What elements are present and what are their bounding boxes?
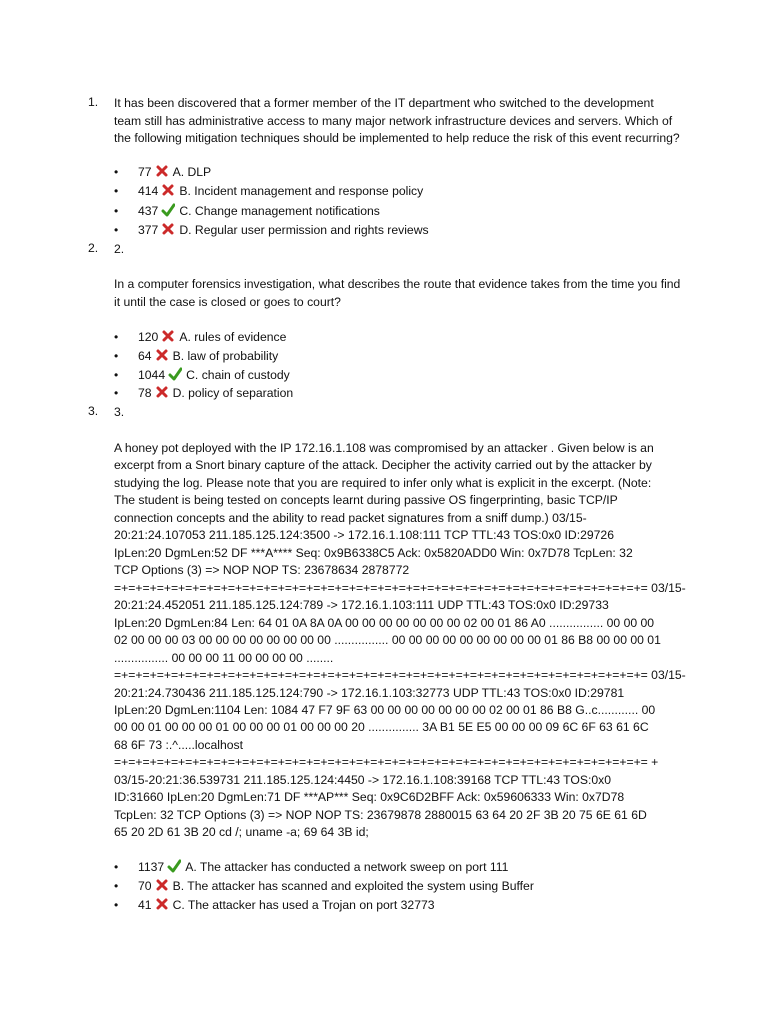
cross-icon (155, 164, 169, 178)
text-line: =+=+=+=+=+=+=+=+=+=+=+=+=+=+=+=+=+=+=+=+=+=+=+=+=+=+=+=+=+=+=+=+=+=+=+=+=+= 03/15- (114, 668, 686, 682)
answer-text: D. Regular user permission and rights reviews (179, 223, 429, 237)
answer-text: A. DLP (172, 165, 212, 179)
text-line: IpLen:20 DgmLen:1104 Len: 1084 47 F7 9F 63 00 00 00 00 00 00 00 02 00 01 86 B8 G..c............ 00 (114, 703, 656, 717)
answer-text: B. The attacker has scanned and exploited the system using Buffer (172, 879, 534, 893)
text-line: studying the log. Please note that you are required to infer only what is explicit in the excerpt. (Note: (114, 476, 652, 490)
cross-icon (155, 878, 169, 892)
check-icon (161, 203, 175, 217)
check-icon (167, 859, 181, 873)
text-line: =+=+=+=+=+=+=+=+=+=+=+=+=+=+=+=+=+=+=+=+=+=+=+=+=+=+=+=+=+=+=+=+=+=+=+=+=+= 03/15- (114, 581, 686, 595)
vote-count: 41 (138, 898, 152, 912)
answer-text: C. chain of custody (186, 368, 290, 382)
text-line: IpLen:20 DgmLen:52 DF ***A**** Seq: 0x9B6338C5 Ack: 0x5820ADD0 Win: 0x7D78 TcpLen: 32 (114, 546, 633, 560)
text-line: 20:21:24.730436 211.185.125.124:790 -> 172.16.1.103:32773 UDP TTL:43 TOS:0x0 ID:29781 (114, 686, 625, 700)
answer-option (114, 877, 534, 895)
vote-count: 437 (138, 204, 159, 218)
text-line: 20:21:24.107053 211.185.125.124:3500 -> 172.16.1.108:111 TCP TTL:43 TOS:0x0 ID:29726 (114, 528, 614, 542)
text-line: The student is being tested on concepts learnt during passive OS fingerprinting, basic TCP/IP (114, 493, 618, 507)
answer-text: A. The attacker has conducted a network sweep on port 111 (185, 860, 509, 874)
vote-count: 78 (138, 386, 152, 400)
answer-option (114, 858, 508, 876)
text-line: =+=+=+=+=+=+=+=+=+=+=+=+=+=+=+=+=+=+=+=+=+=+=+=+=+=+=+=+=+=+=+=+=+=+=+=+=+= + (114, 755, 659, 769)
bullet: • (114, 223, 119, 237)
cross-icon (161, 329, 175, 343)
answer-option (114, 202, 380, 220)
answer-text: B. Incident management and response policy (179, 184, 424, 198)
answer-option (114, 347, 278, 365)
text-line: 02 00 00 00 03 00 00 00 00 00 00 00 00 ................ 00 00 00 00 00 00 00 00 00 01 86 B8 00 00 00 01 (114, 633, 661, 647)
text-line: A honey pot deployed with the IP 172.16.1.108 was compromised by an attacker . Given below is an (114, 441, 654, 455)
vote-count: 70 (138, 879, 152, 893)
text-line: ID:31660 IpLen:20 DgmLen:71 DF ***AP*** Seq: 0x9C6D2BFF Ack: 0x59606333 Win: 0x7D78 (114, 790, 625, 804)
text-line: TcpLen: 32 TCP Options (3) => NOP NOP TS: 23679878 2880015 63 64 20 2F 3B 20 75 6E 61 6D (114, 808, 647, 822)
vote-count: 377 (138, 223, 159, 237)
answer-option (114, 366, 290, 384)
answer-option (114, 182, 423, 200)
answer-text: C. Change management notifications (179, 204, 380, 218)
question-label: 3. (114, 405, 125, 419)
bullet: • (114, 898, 119, 912)
text-line: connection concepts and the ability to read packet signatures from a sniff dump.) 03/15- (114, 511, 587, 525)
text-line: 68 6F 73 :.^.....localhost (114, 738, 244, 752)
bullet: • (114, 879, 119, 893)
vote-count: 120 (138, 330, 159, 344)
cross-icon (155, 385, 169, 399)
text-line: 20:21:24.452051 211.185.125.124:789 -> 172.16.1.103:111 UDP TTL:43 TOS:0x0 ID:29733 (114, 598, 609, 612)
question-text: In a computer forensics investigation, what describes the route that evidence takes from the time you find it until the case is closed or goes to court? (114, 277, 681, 309)
cross-icon (161, 222, 175, 236)
bullet: • (114, 368, 119, 382)
check-icon (168, 367, 182, 381)
cross-icon (155, 897, 169, 911)
question-number: 3. (88, 404, 99, 418)
question-label: 2. (114, 242, 125, 256)
bullet: • (114, 330, 119, 344)
cross-icon (155, 348, 169, 362)
bullet: • (114, 386, 119, 400)
vote-count: 64 (138, 349, 152, 363)
question-text: It has been discovered that a former member of the IT department who switched to the development team still has administrative access to many major network infrastructure devices and servers. Which of the following mitigation techniques should be implemented to help reduce the risk of this event recurring? (114, 96, 680, 145)
text-line: 65 20 2D 61 3B 20 cd /; uname -a; 69 64 3B id; (114, 825, 369, 839)
vote-count: 414 (138, 184, 159, 198)
cross-icon (161, 183, 175, 197)
bullet: • (114, 165, 119, 179)
answer-text: C. The attacker has used a Trojan on port 32773 (172, 898, 435, 912)
text-line: excerpt from a Snort binary capture of the attack. Decipher the activity carried out by the attacker by (114, 458, 652, 472)
bullet: • (114, 349, 119, 363)
bullet: • (114, 204, 119, 218)
bullet: • (114, 860, 119, 874)
answer-text: A. rules of evidence (179, 330, 287, 344)
text-line: IpLen:20 DgmLen:84 Len: 64 01 0A 8A 0A 00 00 00 00 00 00 00 02 00 01 86 A0 ................ 00 00 00 (114, 616, 655, 630)
answer-text: D. policy of separation (172, 386, 294, 400)
answer-option (114, 896, 435, 914)
text-line: 03/15-20:21:36.539731 211.185.125.124:4450 -> 172.16.1.108:39168 TCP TTL:43 TOS:0x0 (114, 773, 612, 787)
text-line: 00 00 01 00 00 00 01 00 00 00 01 00 00 00 20 ............... 3A B1 5E E5 00 00 00 09 6C 6F 63 61 6C (114, 720, 649, 734)
vote-count: 77 (138, 165, 152, 179)
question-number: 2. (88, 241, 99, 255)
answer-option (114, 221, 429, 239)
bullet: • (114, 184, 119, 198)
question-number: 1. (88, 95, 99, 109)
answer-option (114, 328, 286, 346)
vote-count: 1137 (138, 860, 165, 874)
answer-text: B. law of probability (172, 349, 279, 363)
text-line: ................ 00 00 00 11 00 00 00 00 ........ (114, 651, 334, 665)
text-line: TCP Options (3) => NOP NOP TS: 23678634 2878772 (114, 563, 410, 577)
vote-count: 1044 (138, 368, 166, 382)
answer-option (114, 163, 211, 181)
answer-option (114, 384, 293, 402)
